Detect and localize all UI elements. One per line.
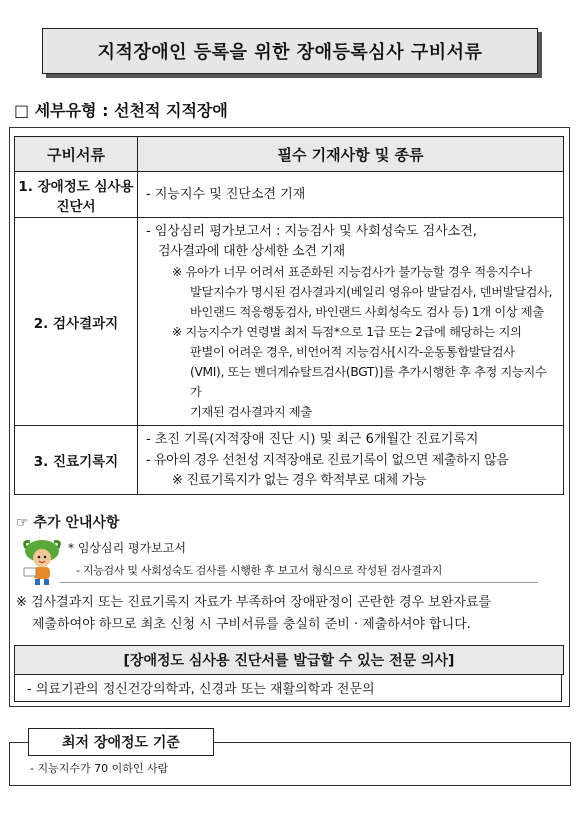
table-row (15, 172, 564, 218)
page-title (42, 28, 538, 74)
row2-line: 기재된 검사결과지 제출 (190, 405, 312, 419)
row3-line: ※ 진료기록지가 없는 경우 학적부로 대체 가능 (172, 473, 427, 488)
row3-line: - 유아의 경우 선천성 지적장애로 진료기록이 없으면 제출하지 않음 (146, 453, 509, 468)
note-title: * 임상심리 평가보고서 (68, 541, 186, 555)
row2-label: 2. 검사결과지 (15, 218, 138, 426)
table-row (15, 426, 564, 495)
warning-line: 제출하여야 하므로 최초 신청 시 구비서류를 충실히 준비 · 제출하셔야 합니다. (32, 617, 471, 632)
header-requirements: 필수 기재사항 및 종류 (138, 137, 564, 172)
table-header-row (15, 137, 564, 172)
row2-line: 검사결과에 대한 상세한 소견 기재 (158, 244, 345, 259)
row3-content (138, 426, 564, 495)
requirements-table (14, 136, 564, 495)
row2-content (138, 218, 564, 426)
subtype-heading: □ 세부유형 : 선천적 지적장애 (14, 101, 228, 120)
note-body: - 지능검사 및 사회성숙도 검사를 시행한 후 보고서 형식으로 작성된 검사결과지 (76, 564, 443, 577)
row3-line: - 초진 기록(지적장애 진단 시) 및 최근 6개월간 진료기록지 (146, 432, 479, 447)
row2-line: 판별이 어려운 경우, 비언어적 지능검사[시각-운동통합발달검사 (190, 345, 515, 359)
mascot-icon (20, 538, 64, 586)
row1-label: 1. 장애정도 심사용 진단서 (15, 172, 138, 218)
warning-line: ※ 검사결과지 또는 진료기록지 자료가 부족하여 장애판정이 곤란한 경우 보완자료를 (16, 595, 492, 610)
table-row (15, 218, 564, 426)
warning-text (16, 592, 556, 636)
row1-content: - 지능지수 및 진단소견 기재 (138, 172, 564, 218)
divider (60, 582, 538, 583)
doctor-heading: [장애정도 심사용 진단서를 발급할 수 있는 전문 의사] (14, 645, 564, 675)
minimum-heading: 최저 장애정도 기준 (28, 728, 214, 756)
header-documents: 구비서류 (15, 137, 138, 172)
row2-line: (VMI), 또는 벤더게슈탈트검사(BGT)]를 추가시행한 후 추정 지능지수가 (190, 365, 547, 399)
row2-line: 바인랜드 적응행동검사, 바인랜드 사회성숙도 검사 등) 1개 이상 제출 (190, 305, 544, 319)
row3-label: 3. 진료기록지 (15, 426, 138, 495)
doctor-line: - 의료기관의 정신건강의학과, 신경과 또는 재활의학과 전문의 (14, 674, 562, 702)
minimum-line: - 지능지수가 70 이하인 사람 (30, 762, 169, 775)
row2-line: 발달지수가 명시된 검사결과지(베일리 영유아 발달검사, 덴버발달검사, (190, 285, 553, 299)
row2-line: ※ 지능지수가 연령별 최저 득점*으로 1급 또는 2급에 해당하는 지의 (172, 325, 522, 339)
row2-line: ※ 유아가 너무 어려서 표준화된 지능검사가 불가능할 경우 적응지수나 (172, 265, 532, 279)
extra-info-heading: ☞ 추가 안내사항 (16, 515, 120, 531)
row2-line: - 임상심리 평가보고서 : 지능검사 및 사회성숙도 검사소견, (146, 224, 477, 239)
page-title-text: 지적장애인 등록을 위한 장애등록심사 구비서류 (97, 42, 483, 63)
